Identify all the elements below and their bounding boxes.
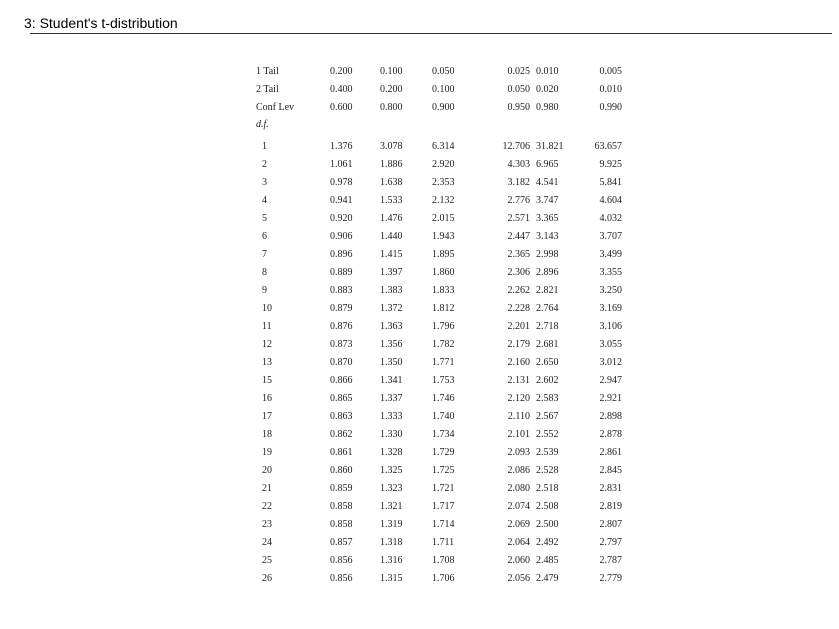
- critical-value-cell: 1.734: [432, 429, 455, 440]
- critical-value-cell: 0.889: [330, 267, 353, 278]
- df-value-cell: 18: [262, 429, 272, 440]
- header-value-cell: 0.200: [330, 66, 353, 77]
- critical-value-cell: 2.539: [536, 447, 559, 458]
- empty-cell: [592, 117, 622, 133]
- table-row: [256, 480, 622, 498]
- critical-value-cell: 2.101: [507, 429, 530, 440]
- critical-value-cell: 2.179: [507, 339, 530, 350]
- critical-value-cell: 2.353: [432, 177, 455, 188]
- critical-value-cell: 2.056: [507, 573, 530, 584]
- critical-value-cell: 1.886: [380, 159, 403, 170]
- critical-value-cell: 1.721: [432, 483, 455, 494]
- critical-value-cell: 1.383: [380, 285, 403, 296]
- critical-value-cell: 0.879: [330, 303, 353, 314]
- critical-value-cell: 1.061: [330, 159, 353, 170]
- df-value-cell: 2: [262, 159, 267, 170]
- table-row: [256, 336, 622, 354]
- critical-value-cell: 0.858: [330, 501, 353, 512]
- critical-value-cell: 4.604: [599, 195, 622, 206]
- header-row-label: 2 Tail: [256, 84, 279, 95]
- critical-value-cell: 1.833: [432, 285, 455, 296]
- table-row: [256, 246, 622, 264]
- header-row-label: 1 Tail: [256, 66, 279, 77]
- critical-value-cell: 0.863: [330, 411, 353, 422]
- critical-value-cell: 2.306: [507, 267, 530, 278]
- table-row: [256, 138, 622, 156]
- critical-value-cell: 2.201: [507, 321, 530, 332]
- header-value-cell: 0.050: [432, 66, 455, 77]
- critical-value-cell: 6.314: [432, 141, 455, 152]
- critical-value-cell: 3.012: [599, 357, 622, 368]
- critical-value-cell: 0.906: [330, 231, 353, 242]
- critical-value-cell: 2.132: [432, 195, 455, 206]
- table-row: [256, 498, 622, 516]
- critical-value-cell: 1.746: [432, 393, 455, 404]
- df-value-cell: 15: [262, 375, 272, 386]
- critical-value-cell: 1.796: [432, 321, 455, 332]
- title-divider: [30, 33, 832, 34]
- critical-value-cell: 2.998: [536, 249, 559, 260]
- critical-value-cell: 2.479: [536, 573, 559, 584]
- table-row: [256, 156, 622, 174]
- critical-value-cell: 1.325: [380, 465, 403, 476]
- table-row: [256, 390, 622, 408]
- critical-value-cell: 1.638: [380, 177, 403, 188]
- empty-cell: [432, 117, 486, 133]
- critical-value-cell: 1.328: [380, 447, 403, 458]
- critical-value-cell: 1.476: [380, 213, 403, 224]
- critical-value-cell: 3.143: [536, 231, 559, 242]
- t-distribution-table-container: [256, 63, 622, 588]
- critical-value-cell: 1.356: [380, 339, 403, 350]
- table-row: [256, 354, 622, 372]
- critical-value-cell: 2.920: [432, 159, 455, 170]
- df-value-cell: 4: [262, 195, 267, 206]
- df-value-cell: 10: [262, 303, 272, 314]
- critical-value-cell: 9.925: [599, 159, 622, 170]
- critical-value-cell: 1.753: [432, 375, 455, 386]
- critical-value-cell: 2.500: [536, 519, 559, 530]
- critical-value-cell: 2.650: [536, 357, 559, 368]
- header-value-cell: 0.020: [536, 84, 559, 95]
- critical-value-cell: 4.541: [536, 177, 559, 188]
- critical-value-cell: 2.571: [507, 213, 530, 224]
- table-row: [256, 534, 622, 552]
- df-value-cell: 3: [262, 177, 267, 188]
- critical-value-cell: 2.861: [599, 447, 622, 458]
- critical-value-cell: 2.485: [536, 555, 559, 566]
- critical-value-cell: 3.355: [599, 267, 622, 278]
- critical-value-cell: 2.131: [507, 375, 530, 386]
- critical-value-cell: 6.965: [536, 159, 559, 170]
- critical-value-cell: 2.080: [507, 483, 530, 494]
- table-row: [256, 570, 622, 588]
- critical-value-cell: 0.978: [330, 177, 353, 188]
- critical-value-cell: 3.055: [599, 339, 622, 350]
- table-row: [256, 372, 622, 390]
- critical-value-cell: 2.262: [507, 285, 530, 296]
- critical-value-cell: 2.492: [536, 537, 559, 548]
- critical-value-cell: 2.015: [432, 213, 455, 224]
- critical-value-cell: 2.776: [507, 195, 530, 206]
- critical-value-cell: 1.330: [380, 429, 403, 440]
- empty-cell: [330, 117, 380, 133]
- empty-cell: [536, 117, 592, 133]
- critical-value-cell: 1.708: [432, 555, 455, 566]
- df-value-cell: 8: [262, 267, 267, 278]
- critical-value-cell: 1.533: [380, 195, 403, 206]
- header-row-label: Conf Lev: [256, 102, 295, 113]
- critical-value-cell: 3.182: [507, 177, 530, 188]
- critical-value-cell: 3.707: [599, 231, 622, 242]
- header-row: [256, 99, 622, 117]
- critical-value-cell: 0.858: [330, 519, 353, 530]
- critical-value-cell: 2.797: [599, 537, 622, 548]
- df-value-cell: 9: [262, 285, 267, 296]
- critical-value-cell: 2.787: [599, 555, 622, 566]
- critical-value-cell: 2.921: [599, 393, 622, 404]
- header-value-cell: 0.010: [599, 84, 622, 95]
- empty-cell: [486, 117, 536, 133]
- critical-value-cell: 12.706: [502, 141, 530, 152]
- critical-value-cell: 2.878: [599, 429, 622, 440]
- critical-value-cell: 1.321: [380, 501, 403, 512]
- critical-value-cell: 1.350: [380, 357, 403, 368]
- critical-value-cell: 0.865: [330, 393, 353, 404]
- critical-value-cell: 2.228: [507, 303, 530, 314]
- critical-value-cell: 3.250: [599, 285, 622, 296]
- critical-value-cell: 1.782: [432, 339, 455, 350]
- critical-value-cell: 4.303: [507, 159, 530, 170]
- critical-value-cell: 4.032: [599, 213, 622, 224]
- header-value-cell: 0.990: [599, 102, 622, 113]
- critical-value-cell: 2.681: [536, 339, 559, 350]
- df-value-cell: 16: [262, 393, 272, 404]
- critical-value-cell: 1.337: [380, 393, 403, 404]
- critical-value-cell: 2.947: [599, 375, 622, 386]
- critical-value-cell: 2.819: [599, 501, 622, 512]
- df-value-cell: 19: [262, 447, 272, 458]
- critical-value-cell: 2.120: [507, 393, 530, 404]
- table-row: [256, 300, 622, 318]
- critical-value-cell: 1.341: [380, 375, 403, 386]
- critical-value-cell: 3.365: [536, 213, 559, 224]
- critical-value-cell: 1.706: [432, 573, 455, 584]
- critical-value-cell: 0.873: [330, 339, 353, 350]
- table-row: [256, 552, 622, 570]
- df-value-cell: 6: [262, 231, 267, 242]
- header-row: [256, 63, 622, 81]
- df-value-cell: 24: [262, 537, 272, 548]
- header-value-cell: 0.980: [536, 102, 559, 113]
- critical-value-cell: 0.861: [330, 447, 353, 458]
- critical-value-cell: 2.508: [536, 501, 559, 512]
- header-value-cell: 0.100: [380, 66, 403, 77]
- df-value-cell: 12: [262, 339, 272, 350]
- df-value-cell: 22: [262, 501, 272, 512]
- df-value-cell: 21: [262, 483, 272, 494]
- critical-value-cell: 2.064: [507, 537, 530, 548]
- header-value-cell: 0.950: [507, 102, 530, 113]
- header-row: [256, 81, 622, 99]
- critical-value-cell: 2.552: [536, 429, 559, 440]
- critical-value-cell: 2.821: [536, 285, 559, 296]
- header-value-cell: 0.050: [507, 84, 530, 95]
- table-row: [256, 282, 622, 300]
- critical-value-cell: 2.779: [599, 573, 622, 584]
- df-value-cell: 26: [262, 573, 272, 584]
- critical-value-cell: 3.169: [599, 303, 622, 314]
- table-row: [256, 408, 622, 426]
- critical-value-cell: 3.078: [380, 141, 403, 152]
- critical-value-cell: 2.583: [536, 393, 559, 404]
- critical-value-cell: 0.856: [330, 555, 353, 566]
- header-value-cell: 0.900: [432, 102, 455, 113]
- critical-value-cell: 0.920: [330, 213, 353, 224]
- critical-value-cell: 1.812: [432, 303, 455, 314]
- header-value-cell: 0.010: [536, 66, 559, 77]
- critical-value-cell: 3.499: [599, 249, 622, 260]
- df-value-cell: 1: [262, 141, 267, 152]
- critical-value-cell: 1.717: [432, 501, 455, 512]
- critical-value-cell: 2.110: [507, 411, 530, 422]
- critical-value-cell: 2.567: [536, 411, 559, 422]
- critical-value-cell: 63.657: [594, 141, 622, 152]
- empty-cell: [380, 117, 432, 133]
- critical-value-cell: 1.376: [330, 141, 353, 152]
- critical-value-cell: 0.859: [330, 483, 353, 494]
- df-value-cell: 20: [262, 465, 272, 476]
- critical-value-cell: 1.397: [380, 267, 403, 278]
- df-value-cell: 25: [262, 555, 272, 566]
- critical-value-cell: 1.860: [432, 267, 455, 278]
- critical-value-cell: 2.093: [507, 447, 530, 458]
- critical-value-cell: 0.896: [330, 249, 353, 260]
- critical-value-cell: 2.807: [599, 519, 622, 530]
- critical-value-cell: 2.518: [536, 483, 559, 494]
- df-value-cell: 23: [262, 519, 272, 530]
- critical-value-cell: 2.764: [536, 303, 559, 314]
- critical-value-cell: 3.747: [536, 195, 559, 206]
- t-distribution-table: [256, 63, 622, 588]
- header-value-cell: 0.100: [432, 84, 455, 95]
- df-value-cell: 7: [262, 249, 267, 260]
- df-value-cell: 11: [262, 321, 272, 332]
- table-row: [256, 210, 622, 228]
- critical-value-cell: 2.718: [536, 321, 559, 332]
- critical-value-cell: 1.319: [380, 519, 403, 530]
- table-row: [256, 462, 622, 480]
- critical-value-cell: 1.415: [380, 249, 403, 260]
- df-column-label: d.f.: [256, 119, 269, 130]
- table-row: [256, 192, 622, 210]
- df-value-cell: 5: [262, 213, 267, 224]
- critical-value-cell: 0.866: [330, 375, 353, 386]
- critical-value-cell: 1.725: [432, 465, 455, 476]
- critical-value-cell: 0.857: [330, 537, 353, 548]
- table-row: [256, 174, 622, 192]
- critical-value-cell: 1.363: [380, 321, 403, 332]
- table-row: [256, 228, 622, 246]
- critical-value-cell: 2.086: [507, 465, 530, 476]
- table-row: [256, 426, 622, 444]
- critical-value-cell: 0.883: [330, 285, 353, 296]
- critical-value-cell: 31.821: [536, 141, 564, 152]
- critical-value-cell: 2.060: [507, 555, 530, 566]
- df-header-row: [256, 117, 622, 133]
- df-value-cell: 13: [262, 357, 272, 368]
- critical-value-cell: 2.160: [507, 357, 530, 368]
- critical-value-cell: 1.372: [380, 303, 403, 314]
- critical-value-cell: 2.845: [599, 465, 622, 476]
- critical-value-cell: 2.602: [536, 375, 559, 386]
- header-value-cell: 0.800: [380, 102, 403, 113]
- critical-value-cell: 1.333: [380, 411, 403, 422]
- critical-value-cell: 1.729: [432, 447, 455, 458]
- critical-value-cell: 2.898: [599, 411, 622, 422]
- critical-value-cell: 1.895: [432, 249, 455, 260]
- critical-value-cell: 2.896: [536, 267, 559, 278]
- critical-value-cell: 1.316: [380, 555, 403, 566]
- table-row: [256, 444, 622, 462]
- critical-value-cell: 0.941: [330, 195, 353, 206]
- critical-value-cell: 2.447: [507, 231, 530, 242]
- critical-value-cell: 2.069: [507, 519, 530, 530]
- critical-value-cell: 1.440: [380, 231, 403, 242]
- page-title: 3: Student's t-distribution: [24, 15, 178, 31]
- critical-value-cell: 0.876: [330, 321, 353, 332]
- header-value-cell: 0.400: [330, 84, 353, 95]
- critical-value-cell: 5.841: [599, 177, 622, 188]
- table-row: [256, 516, 622, 534]
- critical-value-cell: 1.740: [432, 411, 455, 422]
- critical-value-cell: 3.106: [599, 321, 622, 332]
- critical-value-cell: 0.856: [330, 573, 353, 584]
- critical-value-cell: 1.943: [432, 231, 455, 242]
- critical-value-cell: 0.862: [330, 429, 353, 440]
- df-value-cell: 17: [262, 411, 272, 422]
- critical-value-cell: 2.365: [507, 249, 530, 260]
- table-row: [256, 264, 622, 282]
- critical-value-cell: 1.318: [380, 537, 403, 548]
- critical-value-cell: 1.711: [432, 537, 455, 548]
- critical-value-cell: 1.714: [432, 519, 455, 530]
- critical-value-cell: 0.860: [330, 465, 353, 476]
- critical-value-cell: 1.771: [432, 357, 455, 368]
- critical-value-cell: 2.528: [536, 465, 559, 476]
- table-row: [256, 318, 622, 336]
- critical-value-cell: 2.831: [599, 483, 622, 494]
- critical-value-cell: 1.315: [380, 573, 403, 584]
- header-value-cell: 0.025: [507, 66, 530, 77]
- critical-value-cell: 2.074: [507, 501, 530, 512]
- critical-value-cell: 0.870: [330, 357, 353, 368]
- table-body: [256, 63, 622, 588]
- critical-value-cell: 1.323: [380, 483, 403, 494]
- header-value-cell: 0.200: [380, 84, 403, 95]
- header-value-cell: 0.600: [330, 102, 353, 113]
- header-value-cell: 0.005: [599, 66, 622, 77]
